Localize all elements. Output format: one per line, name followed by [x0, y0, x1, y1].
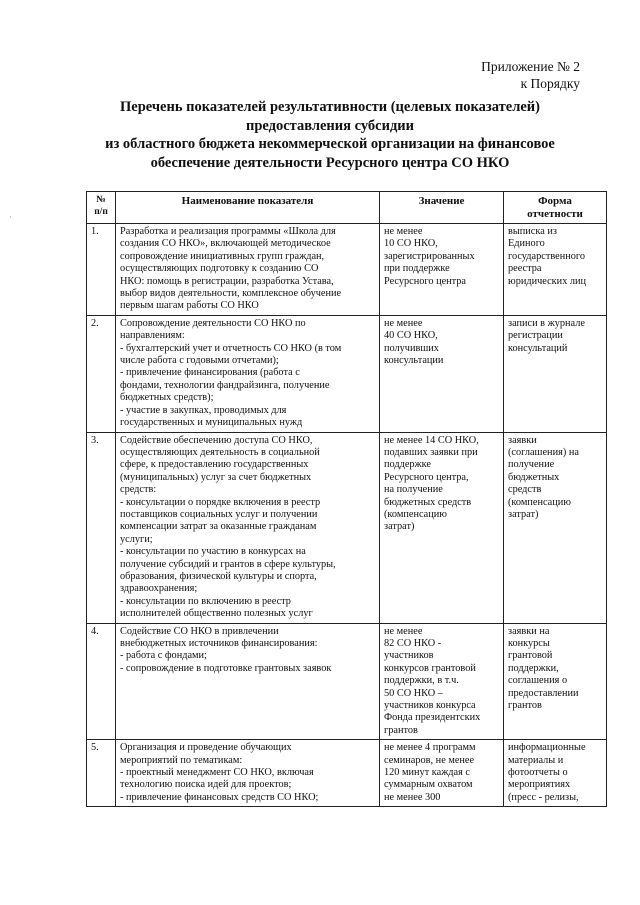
table-header-row	[87, 192, 607, 224]
cell-line: затрат)	[508, 508, 539, 520]
cell-line: первым шагам работы СО НКО	[120, 300, 259, 312]
indicators-table	[86, 191, 607, 807]
indicator-name-cell	[116, 623, 380, 740]
value-cell	[380, 224, 504, 316]
report-form-cell	[504, 623, 607, 740]
cell-line: не менее 14 СО НКО,	[384, 434, 479, 446]
report-form-cell	[504, 224, 607, 316]
cell-line: консультации	[384, 355, 444, 367]
appendix-line: Приложение № 2	[481, 59, 580, 74]
cell-line: не менее	[384, 317, 423, 329]
report-form-cell	[504, 432, 607, 623]
row-number: 4.	[87, 623, 116, 740]
cell-line: технологию поиска идей для проектов;	[120, 779, 292, 791]
cell-line: реестра	[508, 263, 542, 275]
cell-line: получивших	[384, 342, 439, 354]
header-number: № п/п	[87, 192, 116, 224]
row-number: 3.	[87, 432, 116, 623]
cell-line: выписка из	[508, 226, 557, 237]
cell-line: - участие в закупках, проводимых для	[120, 404, 287, 416]
cell-line: мероприятий по тематикам:	[120, 754, 243, 766]
value-cell	[380, 315, 504, 432]
report-form-cell	[504, 315, 607, 432]
cell-line: - привлечение финансирования (работа с	[120, 367, 300, 379]
cell-line: информационные	[508, 742, 586, 754]
cell-line: суммарным охватом	[384, 779, 473, 791]
cell-line: (компенсацию	[384, 508, 447, 520]
cell-line: соглашения о	[508, 675, 568, 687]
cell-line: бюджетных средств	[384, 496, 472, 508]
table-body	[87, 224, 607, 807]
cell-line: зарегистрированных	[384, 250, 475, 262]
cell-line: создания СО НКО», включающей методическое	[120, 238, 331, 250]
cell-line: Организация и проведение обучающих	[120, 742, 292, 754]
cell-line: поддержки, в т.ч.	[384, 675, 459, 687]
cell-line: направлениям:	[120, 330, 185, 342]
cell-line: - сопровождение в подготовке грантовых заявок	[120, 662, 332, 674]
cell-line: здравоохранения;	[120, 583, 198, 595]
document-title	[80, 98, 580, 172]
cell-line: осуществляющих подготовку к созданию СО	[120, 263, 319, 275]
cell-line: участников	[384, 650, 434, 662]
cell-line: числе работа с годовыми отчетами);	[120, 355, 279, 367]
header-report-form: Форма отчетности	[504, 192, 607, 224]
cell-line: затрат)	[384, 521, 415, 533]
title-line: обеспечение деятельности Ресурсного центра СО НКО	[150, 154, 510, 171]
cell-line: - бухгалтерский учет и отчетность СО НКО (в том	[120, 342, 342, 354]
cell-line: Содействие обеспечению доступа СО НКО,	[120, 434, 313, 446]
cell-line: (муниципальных) услуг за счет бюджетных	[120, 471, 312, 483]
table-row	[87, 740, 607, 807]
cell-line: Ресурсного центра,	[384, 471, 469, 483]
cell-line: (соглашения) на	[508, 446, 579, 458]
cell-line: записи в журнале	[508, 317, 585, 329]
cell-line: поддержки,	[508, 662, 559, 674]
value-cell	[380, 432, 504, 623]
cell-line: государственного	[508, 250, 585, 262]
appendix-line: к Порядку	[520, 76, 580, 91]
appendix-reference	[481, 58, 580, 92]
table-row	[87, 224, 607, 316]
margin-mark: ·	[9, 213, 12, 222]
cell-line: услуги;	[120, 533, 153, 545]
value-cell	[380, 623, 504, 740]
indicator-name-cell	[116, 740, 380, 807]
cell-line: - работа с фондами;	[120, 650, 207, 662]
cell-line: бюджетных	[508, 471, 560, 483]
cell-line: образования, физической культуры и спорта,	[120, 570, 317, 582]
cell-line: внебюджетных источников финансирования:	[120, 638, 318, 649]
cell-line: Ресурсного центра	[384, 275, 467, 287]
cell-line: Разработка и реализация программы «Школа для	[120, 226, 336, 237]
cell-line: 10 СО НКО,	[384, 238, 438, 250]
cell-line: сопровождение инициативных групп граждан,	[120, 250, 325, 262]
cell-line: выбор видов деятельности, комплексное обучение	[120, 288, 342, 300]
cell-line: - консультации по включению в реестр	[120, 595, 291, 607]
cell-line: получение	[508, 459, 555, 471]
cell-line: осуществляющих деятельность в социальной	[120, 446, 320, 458]
cell-line: - консультации о порядке включения в реестр	[120, 496, 321, 508]
cell-line: подавших заявки при	[384, 446, 478, 458]
cell-line: грантов	[508, 700, 542, 712]
row-number: 1.	[87, 224, 116, 316]
indicator-name-cell	[116, 315, 380, 432]
cell-line: бюджетных средств);	[120, 392, 214, 404]
cell-line: заявки	[508, 434, 537, 446]
cell-line: поддержке	[384, 459, 431, 471]
cell-line: (компенсацию	[508, 496, 571, 508]
cell-line: конкурсы	[508, 638, 550, 649]
cell-line: при поддержке	[384, 263, 450, 275]
cell-line: Содействие СО НКО в привлечении	[120, 625, 279, 637]
title-line: Перечень показателей результативности (целевых показателей)	[120, 99, 540, 115]
cell-line: фотоотчеты о	[508, 767, 568, 779]
cell-line: семинаров, не менее	[384, 754, 475, 766]
cell-line: мероприятиях	[508, 779, 571, 791]
cell-line: регистрации	[508, 330, 563, 342]
table-row	[87, 315, 607, 432]
cell-line: не менее 300	[384, 791, 441, 803]
cell-line: предоставлении	[508, 687, 579, 699]
table-row	[87, 432, 607, 623]
cell-line: средств	[508, 484, 542, 496]
cell-line: заявки на	[508, 625, 550, 637]
table-row	[87, 623, 607, 740]
cell-line: на получение	[384, 484, 443, 496]
row-number: 2.	[87, 315, 116, 432]
cell-line: НКО: помощь в регистрации, разработка Устава,	[120, 275, 334, 287]
value-cell	[380, 740, 504, 807]
cell-line: не менее 4 программ	[384, 742, 476, 754]
indicator-name-cell	[116, 224, 380, 316]
header-indicator-name: Наименование показателя	[116, 192, 380, 224]
cell-line: не менее	[384, 226, 423, 237]
cell-line: государственных и муниципальных нужд	[120, 417, 303, 429]
header-value: Значение	[380, 192, 504, 224]
cell-line: Единого	[508, 238, 545, 250]
cell-line: - проектный менеджмент СО НКО, включая	[120, 767, 314, 779]
cell-line: средств:	[120, 484, 157, 496]
cell-line: 40 СО НКО,	[384, 330, 438, 342]
cell-line: сфере, к предоставлению государственных	[120, 459, 309, 471]
row-number: 5.	[87, 740, 116, 807]
cell-line: Сопровождение деятельности СО НКО по	[120, 317, 306, 329]
cell-line: компенсации затрат за оказанные гражданам	[120, 521, 317, 533]
indicator-name-cell	[116, 432, 380, 623]
cell-line: исполнителей общественно полезных услуг	[120, 608, 313, 620]
cell-line: консультаций	[508, 342, 568, 354]
cell-line: - привлечение финансовых средств СО НКО;	[120, 791, 319, 803]
cell-line: юридических лиц	[508, 275, 587, 287]
cell-line: участников конкурса	[384, 700, 476, 712]
cell-line: 50 СО НКО –	[384, 687, 443, 699]
cell-line: фондами, технологии фандрайзинга, получение	[120, 379, 330, 391]
cell-line: Фонда президентских	[384, 712, 481, 724]
cell-line: грантовой	[508, 650, 553, 662]
cell-line: 120 минут каждая с	[384, 767, 471, 779]
title-line: предоставления субсидии	[245, 117, 414, 134]
cell-line: конкурсов грантовой	[384, 662, 476, 674]
report-form-cell	[504, 740, 607, 807]
cell-line: не менее	[384, 625, 423, 637]
cell-line: получение субсидий и грантов в сфере культуры,	[120, 558, 336, 570]
cell-line: материалы и	[508, 754, 564, 766]
cell-line: - консультации по участию в конкурсах на	[120, 546, 306, 558]
title-line: из областного бюджета некоммерческой организации на финансовое	[105, 136, 555, 152]
cell-line: поставщиков социальных услуг и получении	[120, 508, 318, 520]
cell-line: (пресс - релизы,	[508, 791, 579, 803]
cell-line: 82 СО НКО -	[384, 638, 442, 649]
cell-line: грантов	[384, 724, 418, 736]
